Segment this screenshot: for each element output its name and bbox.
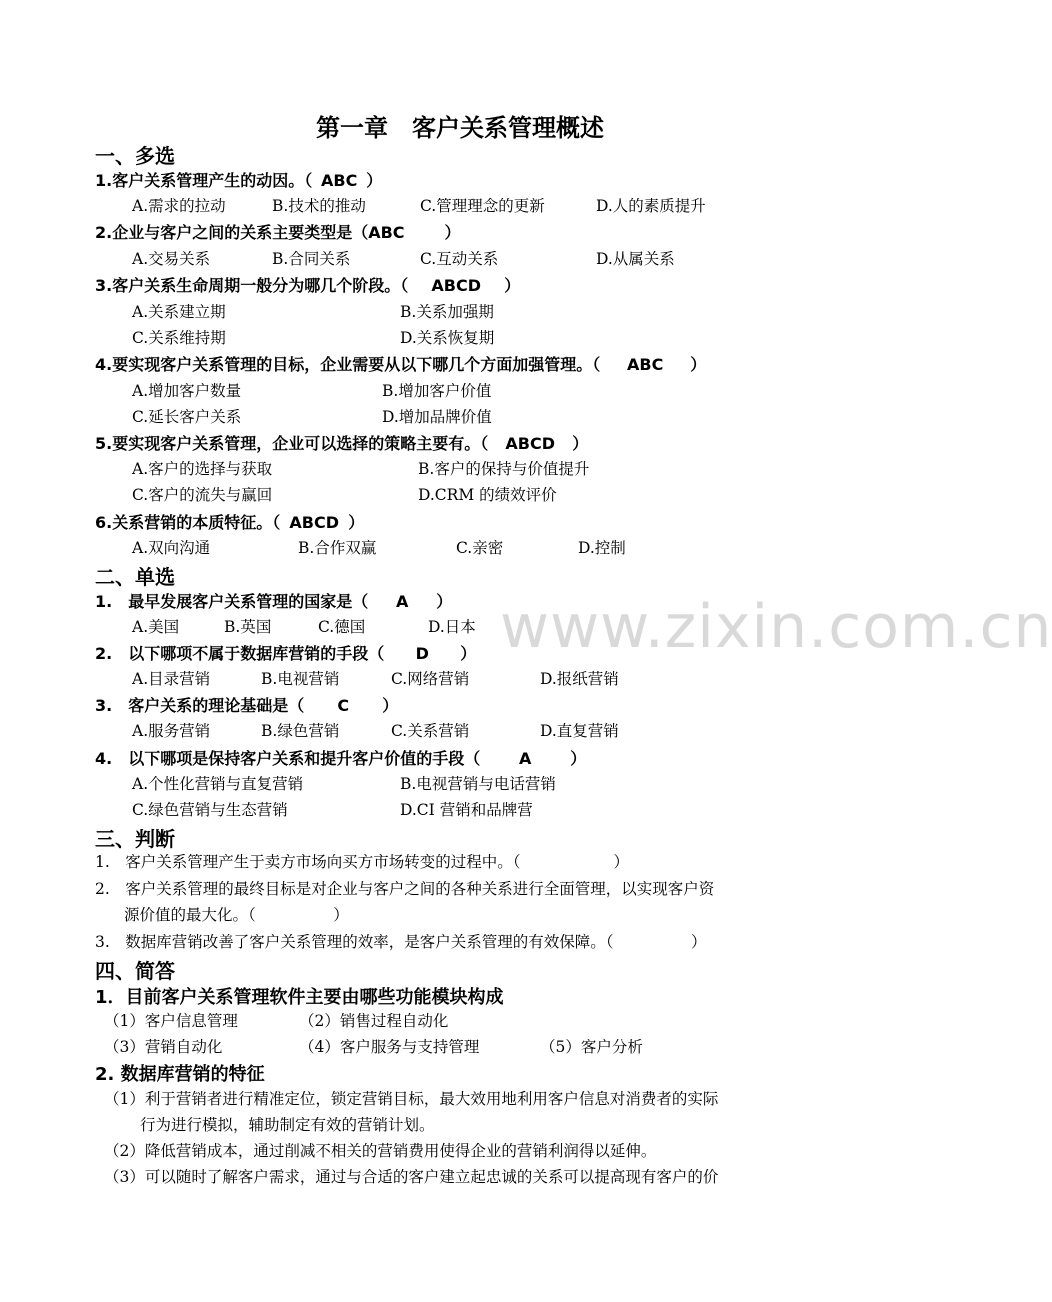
answer: C [337,696,350,715]
multi-question-3: 3.客户关系生命周期一般分为哪几个阶段。（ ABCD ） [95,276,521,295]
option: A.目录营销 [132,670,211,688]
option: A.关系建立期 [132,303,226,321]
section-heading-judge: 三、判断 [95,827,175,851]
judge-item-2: 2. 客户关系管理的最终目标是对企业与客户之间的各种关系进行全面管理，以实现客户资 [95,880,715,898]
section-heading-short: 四、简答 [95,959,175,983]
option: D.关系恢复期 [400,329,495,347]
multi-question-4: 4.要实现客户关系管理的目标，企业需要从以下哪几个方面加强管理。（ ABC ） [95,355,707,374]
short-question-1: 1．目前客户关系管理软件主要由哪些功能模块构成 [95,987,504,1008]
option: C.德国 [318,618,366,636]
judge-item-1: 1. 客户关系管理产生于卖方市场向买方市场转变的过程中。（ ） [95,853,630,871]
section-heading-single: 二、单选 [95,565,175,589]
chapter-title: 第一章 客户关系管理概述 [316,114,604,142]
answer: ABCD [431,276,482,295]
single-question-1: 1. 最早发展客户关系管理的国家是（ A ） [95,592,453,611]
short-question-2: 2. 数据库营销的特征 [95,1064,265,1085]
answer: A [519,749,532,768]
option: A.美国 [132,618,180,636]
answer: ABC [321,171,358,190]
option: A.客户的选择与获取 [132,460,273,478]
option: D.报纸营销 [540,670,619,688]
watermark: www.zixin.com.cn [500,592,1052,662]
option: D.控制 [578,539,626,557]
answer-item: （1）利于营销者进行精准定位，锁定营销目标，最大效用地利用客户信息对消费者的实际 [104,1090,719,1108]
option: A.服务营销 [132,722,211,740]
multi-question-2: 2.企业与客户之间的关系主要类型是（ABC ） [95,223,461,242]
option: B.关系加强期 [400,303,494,321]
answer: A [396,592,409,611]
option: C.关系营销 [391,722,470,740]
option: B.英国 [224,618,272,636]
option: B.合同关系 [272,250,351,268]
option: D.日本 [428,618,476,636]
answer-item: （4）客户服务与支持管理 [299,1038,480,1056]
section-heading-multi: 一、多选 [95,144,175,168]
option: C.绿色营销与生态营销 [132,801,288,819]
judge-item-2-cont: 源价值的最大化。（ ） [124,906,349,924]
option: B.电视营销 [261,670,340,688]
single-question-2: 2. 以下哪项不属于数据库营销的手段（ D ） [95,644,477,663]
answer-item: （3）可以随时了解客户需求，通过与合适的客户建立起忠诚的关系可以提高现有客户的价 [104,1168,719,1186]
single-question-3: 3. 客户关系的理论基础是（ C ） [95,696,399,715]
answer-item-cont: 行为进行模拟，辅助制定有效的营销计划。 [140,1116,435,1134]
answer: ABC [627,355,664,374]
option: D.直复营销 [540,722,619,740]
option: C.网络营销 [391,670,470,688]
answer: ABCD [289,513,340,532]
option: C.管理理念的更新 [420,197,545,215]
option: C.亲密 [456,539,504,557]
option: B.增加客户价值 [382,382,492,400]
answer-item: （2）销售过程自动化 [299,1012,449,1030]
option: C.关系维持期 [132,329,226,347]
multi-question-5: 5.要实现客户关系管理，企业可以选择的策略主要有。（ ABCD ） [95,434,589,453]
option: C.互动关系 [420,250,499,268]
option: D.CI 营销和品牌营 [400,801,533,819]
answer-item: （2）降低营销成本，通过削减不相关的营销费用使得企业的营销利润得以延伸。 [104,1142,657,1160]
option: D.从属关系 [596,250,675,268]
option: B.电视营销与电话营销 [400,775,556,793]
answer-item: （1）客户信息管理 [104,1012,238,1030]
option: B.绿色营销 [261,722,340,740]
single-question-4: 4. 以下哪项是保持客户关系和提升客户价值的手段（ A ） [95,749,587,768]
answer: ABCD [505,434,556,453]
answer: D [415,644,429,663]
option: B.合作双赢 [298,539,377,557]
option: A.交易关系 [132,250,211,268]
option: A.个性化营销与直复营销 [132,775,304,793]
option: D.CRM 的绩效评价 [418,486,557,504]
option: C.客户的流失与赢回 [132,486,273,504]
answer-item: （3）营销自动化 [104,1038,223,1056]
option: D.增加品牌价值 [382,408,492,426]
multi-question-6: 6.关系营销的本质特征。（ ABCD ） [95,513,365,532]
option: A.增加客户数量 [132,382,242,400]
multi-question-1: 1.客户关系管理产生的动因。（ ABC ） [95,171,383,190]
option: C.延长客户关系 [132,408,242,426]
option: B.客户的保持与价值提升 [418,460,590,478]
option: B.技术的推动 [272,197,366,215]
judge-item-3: 3. 数据库营销改善了客户关系管理的效率，是客户关系管理的有效保障。（ ） [95,933,707,951]
option: A.双向沟通 [132,539,211,557]
answer-item: （5）客户分析 [540,1038,643,1056]
option: A.需求的拉动 [132,197,226,215]
option: D.人的素质提升 [596,197,706,215]
